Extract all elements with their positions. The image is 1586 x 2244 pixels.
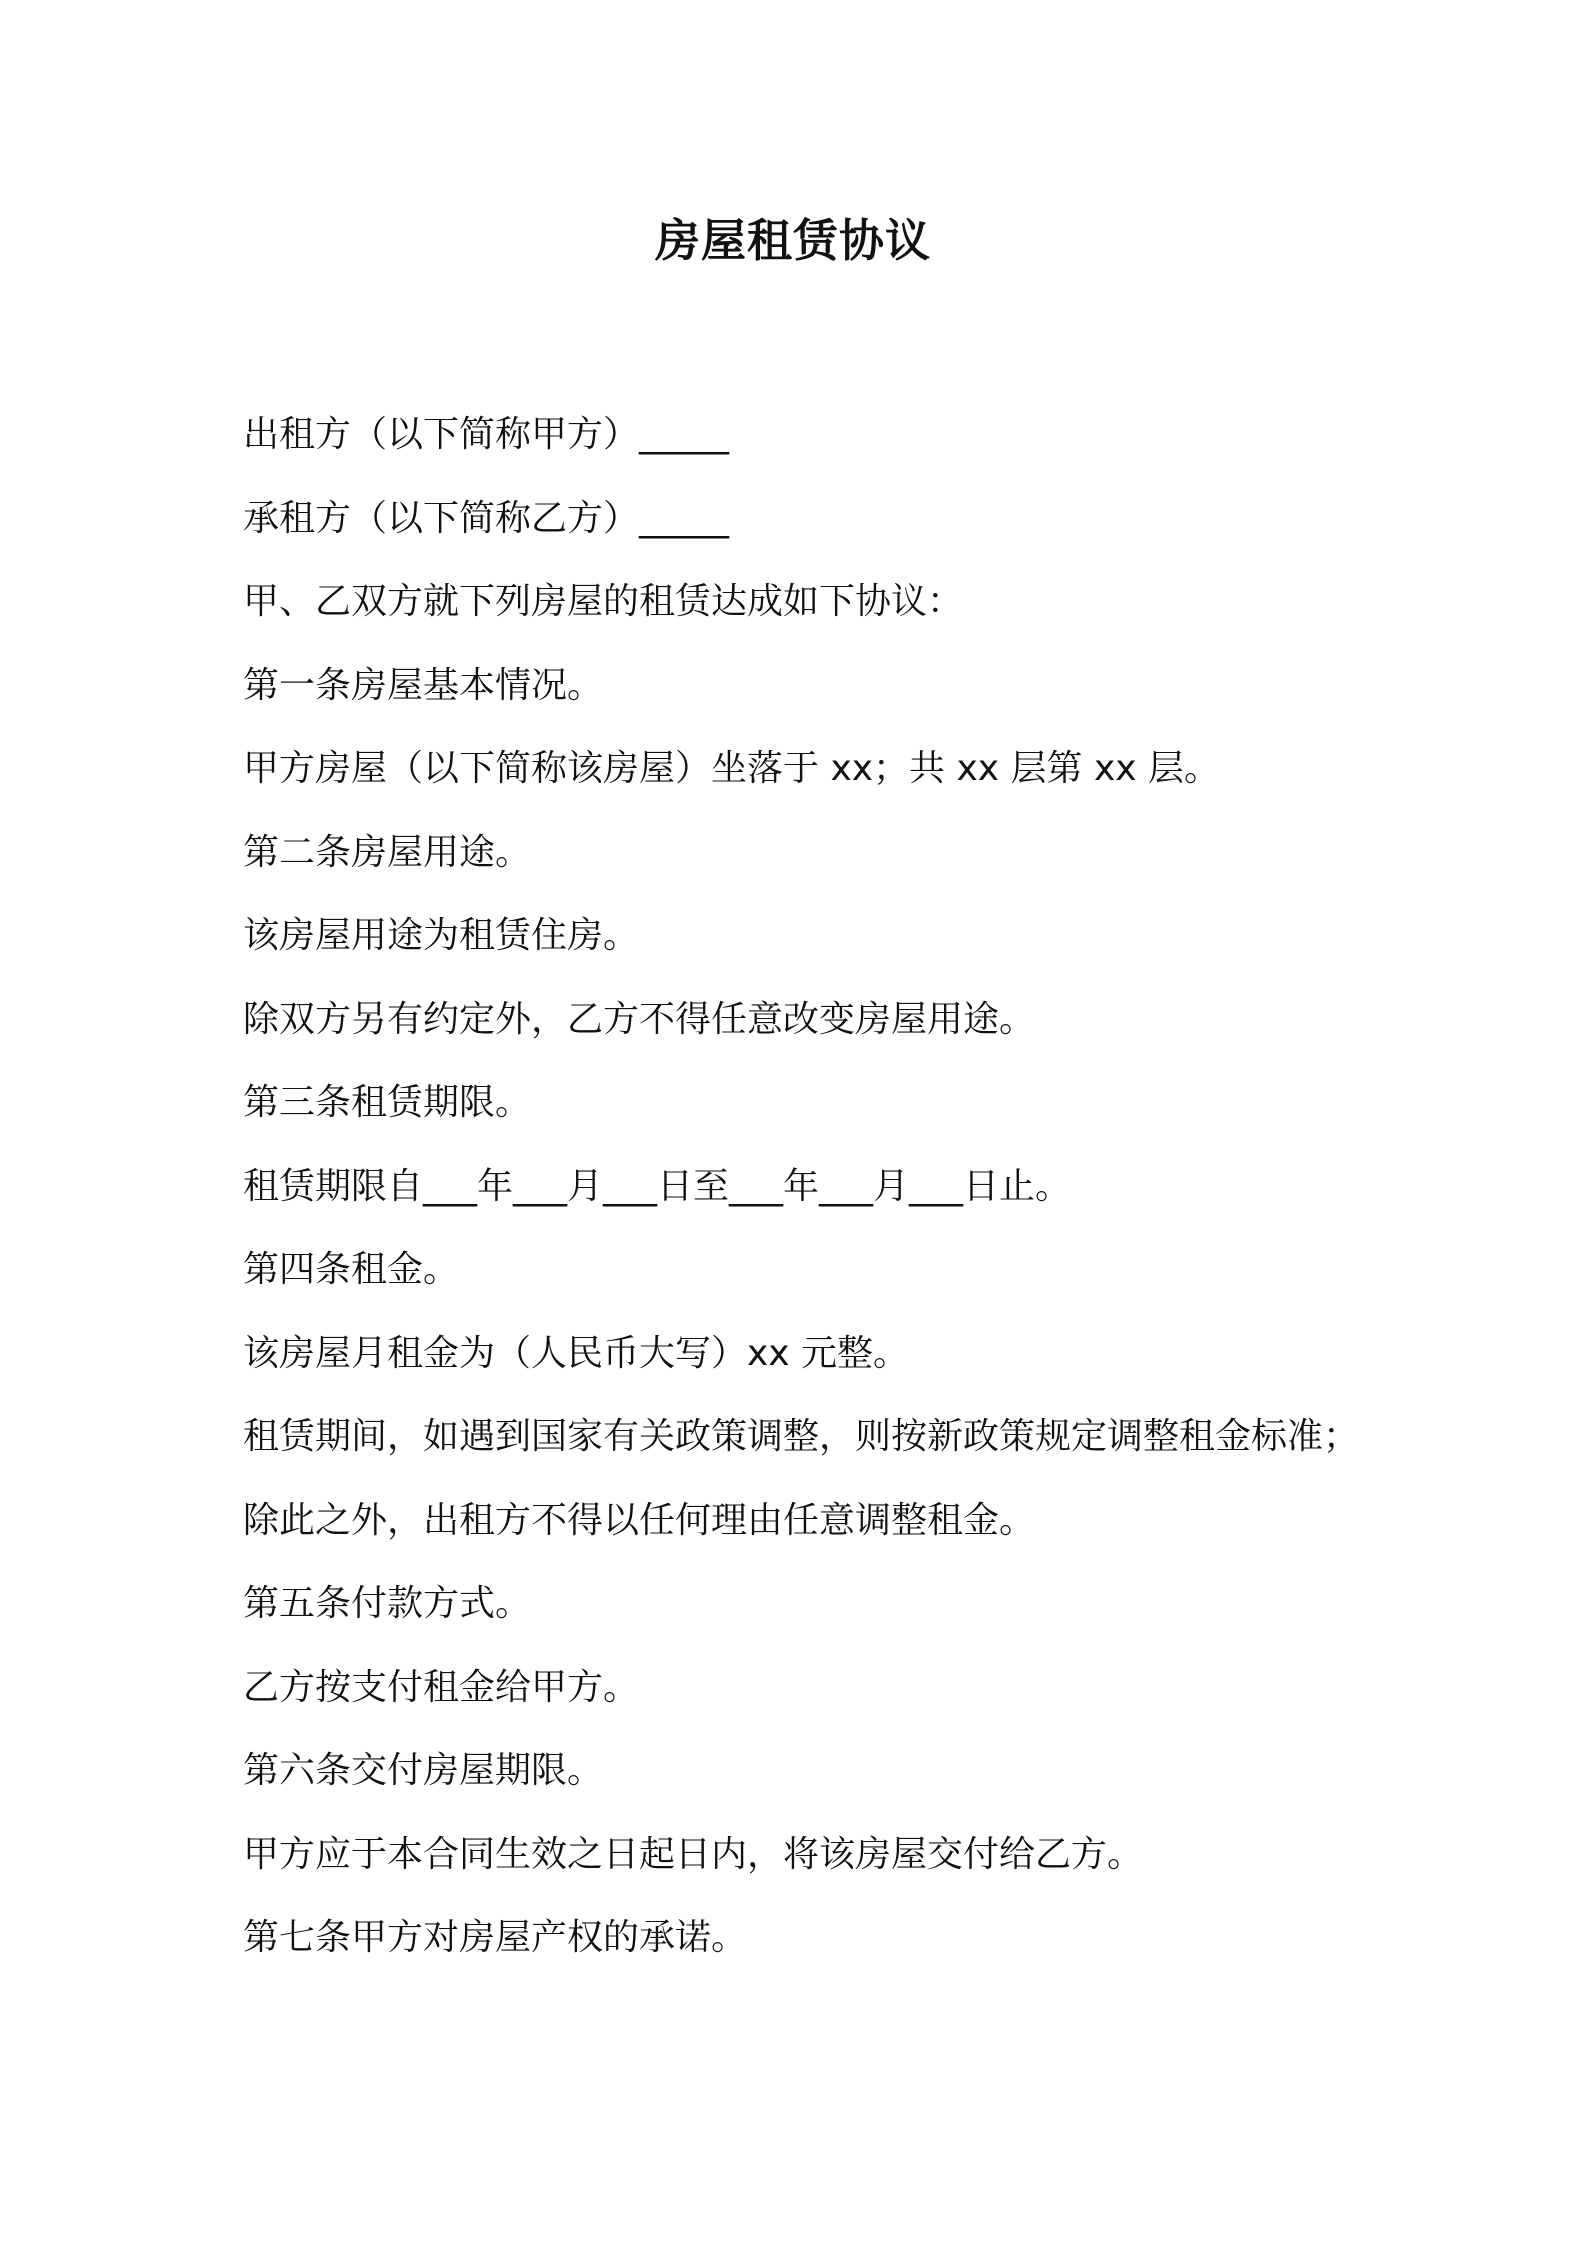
article-2-text: 该房屋用途为租赁住房。 (243, 915, 640, 956)
article-2-text-2: 除双方另有约定外，乙方不得任意改变房屋用途。 (243, 998, 1036, 1040)
article-6-text: 甲方应于本合同生效之日起日内，将该房屋交付给乙方。 (243, 1833, 1144, 1875)
article-3-heading: 第三条租赁期限。 (243, 1082, 532, 1123)
article-5-text: 乙方按支付租金给甲方。 (243, 1666, 640, 1708)
article-4-text-2: 租赁期间，如遇到国家有关政策调整，则按新政策规定调整租金标准； (243, 1416, 1360, 1457)
article-2-heading: 第二条房屋用途。 (243, 831, 532, 873)
lessor-line: 出租方（以下简称甲方）_____ (243, 414, 730, 455)
article-4-text: 该房屋月租金为（人民币大写）xx 元整。 (243, 1332, 910, 1374)
article-5-heading: 第五条付款方式。 (243, 1583, 532, 1624)
document-body (243, 405, 1443, 1992)
article-4-heading: 第四条租金。 (243, 1249, 460, 1290)
article-6-heading: 第六条交付房屋期限。 (243, 1750, 604, 1791)
lessee-line: 承租方（以下简称乙方）_____ (243, 497, 730, 539)
article-3-text: 租赁期限自___年___月___日至___年___月___日止。 (243, 1165, 1072, 1207)
agreement-intro: 甲、乙双方就下列房屋的租赁达成如下协议： (243, 581, 964, 622)
article-1-heading: 第一条房屋基本情况。 (243, 664, 604, 706)
article-4-text-3: 除此之外，出租方不得以任何理由任意调整租金。 (243, 1499, 1036, 1541)
article-7-heading: 第七条甲方对房屋产权的承诺。 (243, 1917, 748, 1958)
document-title: 房屋租赁协议 (654, 214, 931, 267)
article-1-text: 甲方房屋（以下简称该房屋）坐落于 xx；共 xx 层第 xx 层。 (243, 748, 1221, 789)
